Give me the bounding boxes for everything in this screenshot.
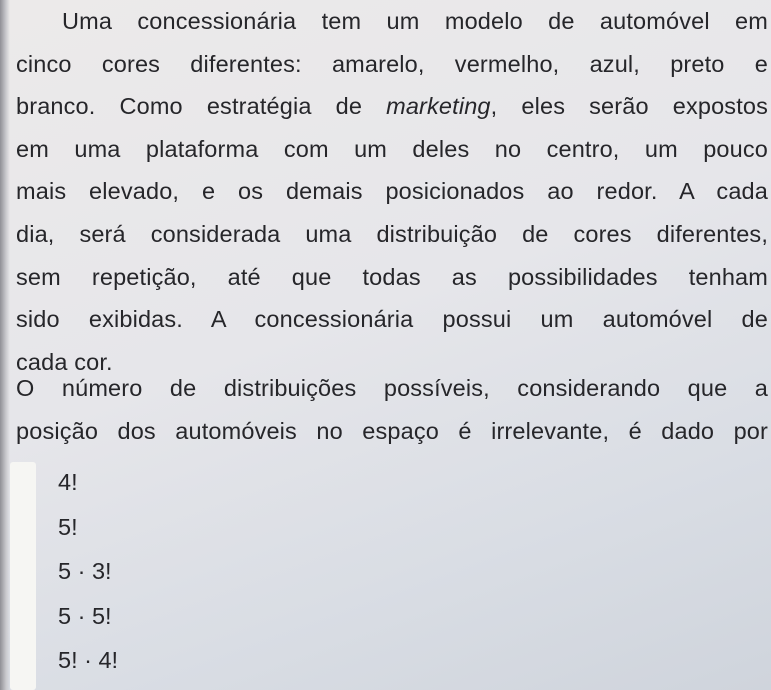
statement-line: Uma concessionária tem um modelo de automóvel em <box>62 8 768 34</box>
statement-line: cada cor. <box>16 348 113 375</box>
prompt-line: posição dos automóveis no espaço é irrelevante, é dado por <box>16 417 768 444</box>
answer-options <box>58 462 118 685</box>
statement-line-part: , eles serão expostos <box>490 93 769 120</box>
statement-line: cinco cores diferentes: amarelo, vermelho, azul, preto e <box>16 50 768 77</box>
answer-option-b[interactable]: 5! <box>58 513 78 540</box>
answer-option-e[interactable]: 5! · 4! <box>58 647 119 673</box>
statement-line <box>16 85 768 128</box>
statement-line-part: branco. Como estratégia de <box>16 93 387 120</box>
page-edge-shadow <box>0 0 10 690</box>
statement-line: sido exibidas. A concessionária possui um automóvel de <box>16 306 768 333</box>
answer-option-a[interactable]: 4! <box>58 469 78 495</box>
statement-line: dia, será considerada uma distribuição de cores diferentes, <box>16 220 768 247</box>
question-prompt <box>16 367 768 452</box>
question-statement <box>16 0 768 383</box>
options-margin-strip <box>10 462 36 690</box>
answer-option-c[interactable]: 5 · 3! <box>58 558 112 584</box>
statement-line: em uma plataforma com um deles no centro, um pouco <box>16 135 768 162</box>
statement-line: mais elevado, e os demais posicionados ao redor. A cada <box>16 178 768 205</box>
emphasis-marketing: marketing <box>386 93 491 120</box>
answer-option-d[interactable]: 5 · 5! <box>58 602 112 629</box>
statement-line: sem repetição, até que todas as possibilidades tenham <box>16 263 768 290</box>
prompt-line: O número de distribuições possíveis, considerando que a <box>16 375 768 401</box>
